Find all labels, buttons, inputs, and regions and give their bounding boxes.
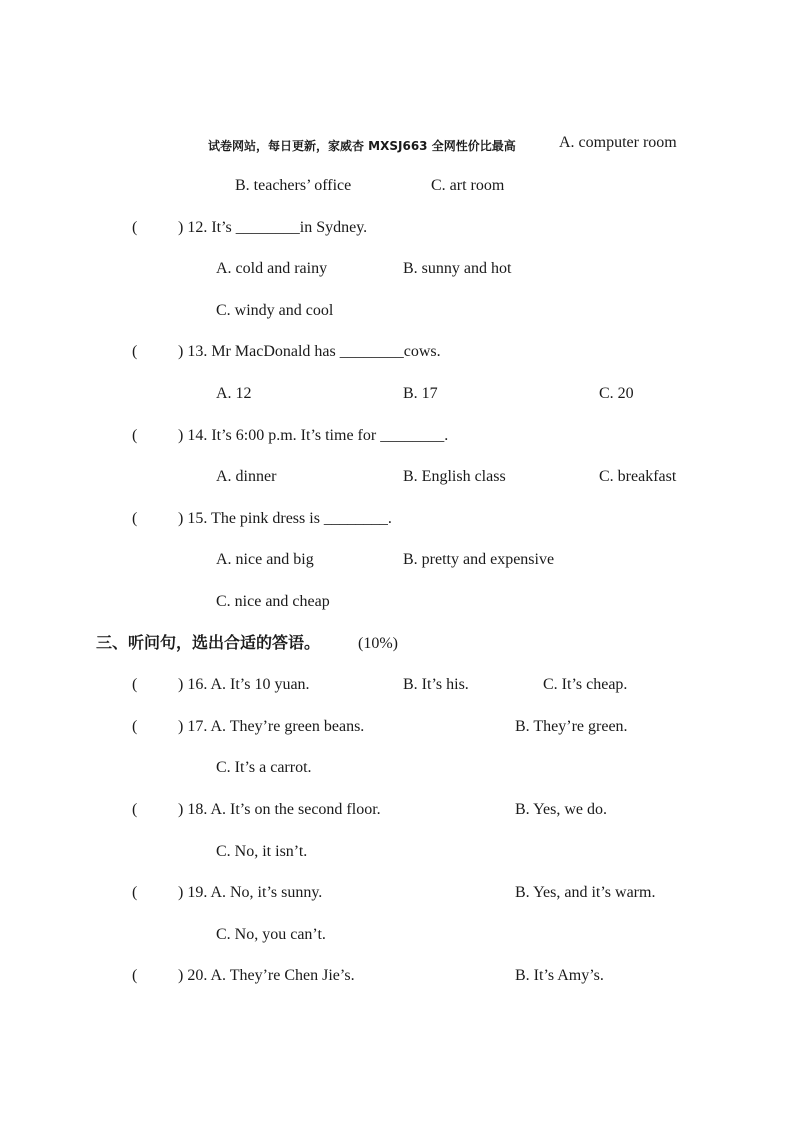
q18-option-c: C. No, it isn’t. [216, 843, 308, 860]
question-16-stem: ) 16. A. It’s 10 yuan. [178, 676, 310, 693]
answer-paren-open: ( [132, 427, 138, 444]
watermark-text: 试卷网站，每日更新，家威杏 MXSJ663 全网性价比最高 [208, 139, 516, 153]
q13-option-a: A. 12 [216, 385, 252, 402]
question-13-stem: ) 13. Mr MacDonald has ________cows. [178, 343, 441, 360]
q13-option-c: C. 20 [599, 385, 634, 402]
q15-option-b: B. pretty and expensive [403, 551, 555, 568]
answer-paren-open: ( [132, 676, 138, 693]
question-18-stem: ) 18. A. It’s on the second floor. [178, 801, 381, 818]
q13-option-b: B. 17 [403, 385, 438, 402]
q14-option-c: C. breakfast [599, 468, 677, 485]
question-12-stem: ) 12. It’s ________in Sydney. [178, 219, 368, 236]
answer-paren-open: ( [132, 219, 138, 236]
q18-option-b: B. Yes, we do. [515, 801, 608, 818]
question-20-stem: ) 20. A. They’re Chen Jie’s. [178, 967, 355, 984]
answer-paren-open: ( [132, 510, 138, 527]
answer-paren-open: ( [132, 884, 138, 901]
answer-paren-open: ( [132, 967, 138, 984]
q12-option-a: A. cold and rainy [216, 260, 328, 277]
question-14-stem: ) 14. It’s 6:00 p.m. It’s time for ________. [178, 427, 449, 444]
q11-option-b: B. teachers’ office [235, 177, 352, 194]
question-19-stem: ) 19. A. No, it’s sunny. [178, 884, 323, 901]
q14-option-a: A. dinner [216, 468, 277, 485]
q14-option-b: B. English class [403, 468, 506, 485]
question-17-stem: ) 17. A. They’re green beans. [178, 718, 365, 735]
answer-paren-open: ( [132, 801, 138, 818]
q19-option-c: C. No, you can’t. [216, 926, 326, 943]
q12-option-b: B. sunny and hot [403, 260, 512, 277]
q11-option-a: A. computer room [559, 134, 677, 151]
q17-option-b: B. They’re green. [515, 718, 628, 735]
q17-option-c: C. It’s a carrot. [216, 759, 312, 776]
q16-option-b: B. It’s his. [403, 676, 469, 693]
answer-paren-open: ( [132, 718, 138, 735]
question-15-stem: ) 15. The pink dress is ________. [178, 510, 392, 527]
q19-option-b: B. Yes, and it’s warm. [515, 884, 656, 901]
q12-option-c: C. windy and cool [216, 302, 334, 319]
answer-paren-open: ( [132, 343, 138, 360]
q11-option-c: C. art room [431, 177, 505, 194]
q16-option-c: C. It’s cheap. [543, 676, 628, 693]
q15-option-c: C. nice and cheap [216, 593, 330, 610]
section-3-title: 三、听问句，选出合适的答语。 [96, 633, 321, 652]
q15-option-a: A. nice and big [216, 551, 314, 568]
q20-option-b: B. It’s Amy’s. [515, 967, 604, 984]
section-3-score: (10%) [358, 635, 398, 652]
